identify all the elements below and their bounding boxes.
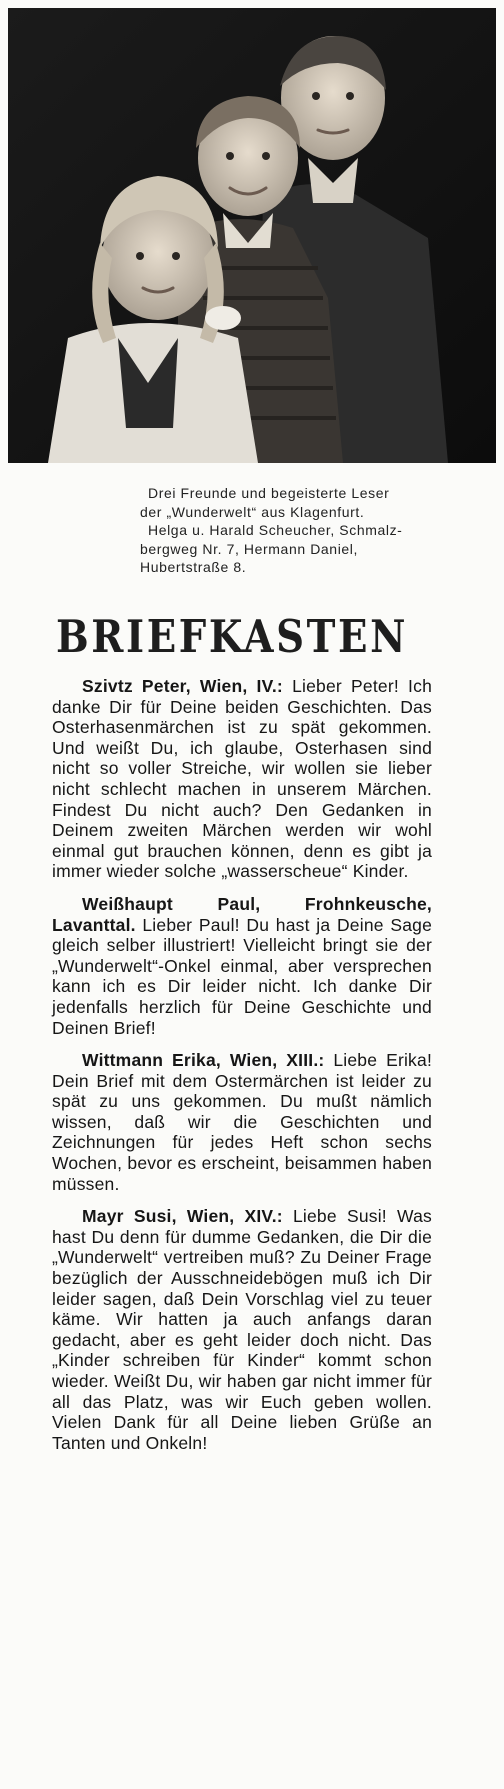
letter-entry bbox=[52, 1050, 432, 1194]
letter-sender: Weißhaupt Paul, Frohnkeusche, Lavanttal. bbox=[52, 893, 432, 935]
caption-line: Drei Freunde und begeisterte Leser bbox=[148, 485, 390, 501]
letter-entry bbox=[52, 676, 432, 882]
children-photo bbox=[8, 8, 496, 463]
letter-entry bbox=[52, 894, 432, 1038]
photo-caption bbox=[140, 484, 476, 577]
letter-entry bbox=[52, 1206, 432, 1453]
letter-sender: Wittmann Erika, Wien, XIII.: bbox=[82, 1050, 325, 1071]
caption-line: bergweg Nr. 7, Hermann Daniel, bbox=[140, 540, 358, 557]
letter-text: Lieber Peter! Ich danke Dir für Deine beiden Geschichten. Das Osterhasenmärchen ist zu spät gekommen. Und weißt Du, ich glaube, Osterhasen sind nicht so voller Streiche, wir wollen sie lieber nicht schlecht machen in unserem Märchen. Findest Du nicht auch? Den Gedanken in Deinem zweiten Märchen werden wir wohl einmal gut brauchen können, denn es gibt ja immer wieder solche „wasserscheue“ Kinder. bbox=[52, 676, 432, 882]
letter-sender: Szivtz Peter, Wien, IV.: bbox=[82, 676, 283, 696]
letter-text: Liebe Erika! Dein Brief mit dem Ostermärchen ist leider zu spät zu uns gekommen. Du mußt nämlich wissen, daß wir die Geschichten und Zeichnungen für jedes Heft schon sechs Wochen, bevor es erscheint, beisammen haben müssen. bbox=[52, 1050, 433, 1194]
letter-sender: Mayr Susi, Wien, XIV.: bbox=[82, 1206, 283, 1227]
page-title: BRIEFKASTEN bbox=[56, 610, 409, 663]
caption-line: Helga u. Harald Scheucher, Schmalz- bbox=[148, 522, 403, 538]
letter-text: Lieber Paul! Du hast ja Deine Sage gleich selber illustriert! Vielleicht bringt sie der „Wunderwelt“-Onkel einmal, aber versprechen kann ich es Dir leider nicht. Ich danke Dir jedenfalls herzlich für Deine Geschichte und Deinen Brief! bbox=[52, 914, 433, 1038]
letters-column bbox=[52, 676, 432, 1465]
caption-line: der „Wunderwelt“ aus Klagenfurt. bbox=[140, 503, 365, 520]
caption-line: Hubertstraße 8. bbox=[140, 559, 247, 575]
letter-text: Liebe Susi! Was hast Du denn für dumme Gedanken, die Dir die „Wunderwelt“ vertreiben muß? Zu Deiner Frage bezüglich der Ausschneidebögen muß ich Dir leider sagen, daß Dein Vorschlag viel zu teuer käme. Wir hatten ja auch anfangs daran gedacht, aber es geht leider doch nicht. Das „Kinder schreiben für Kinder“ kommt schon wieder. Weißt Du, wir haben gar nicht immer für all das Platz, was wir Euch geben wollen. Vielen Dank für all Deine lieben Grüße an Tanten und Onkeln! bbox=[52, 1206, 432, 1453]
photo-illustration bbox=[8, 8, 496, 463]
